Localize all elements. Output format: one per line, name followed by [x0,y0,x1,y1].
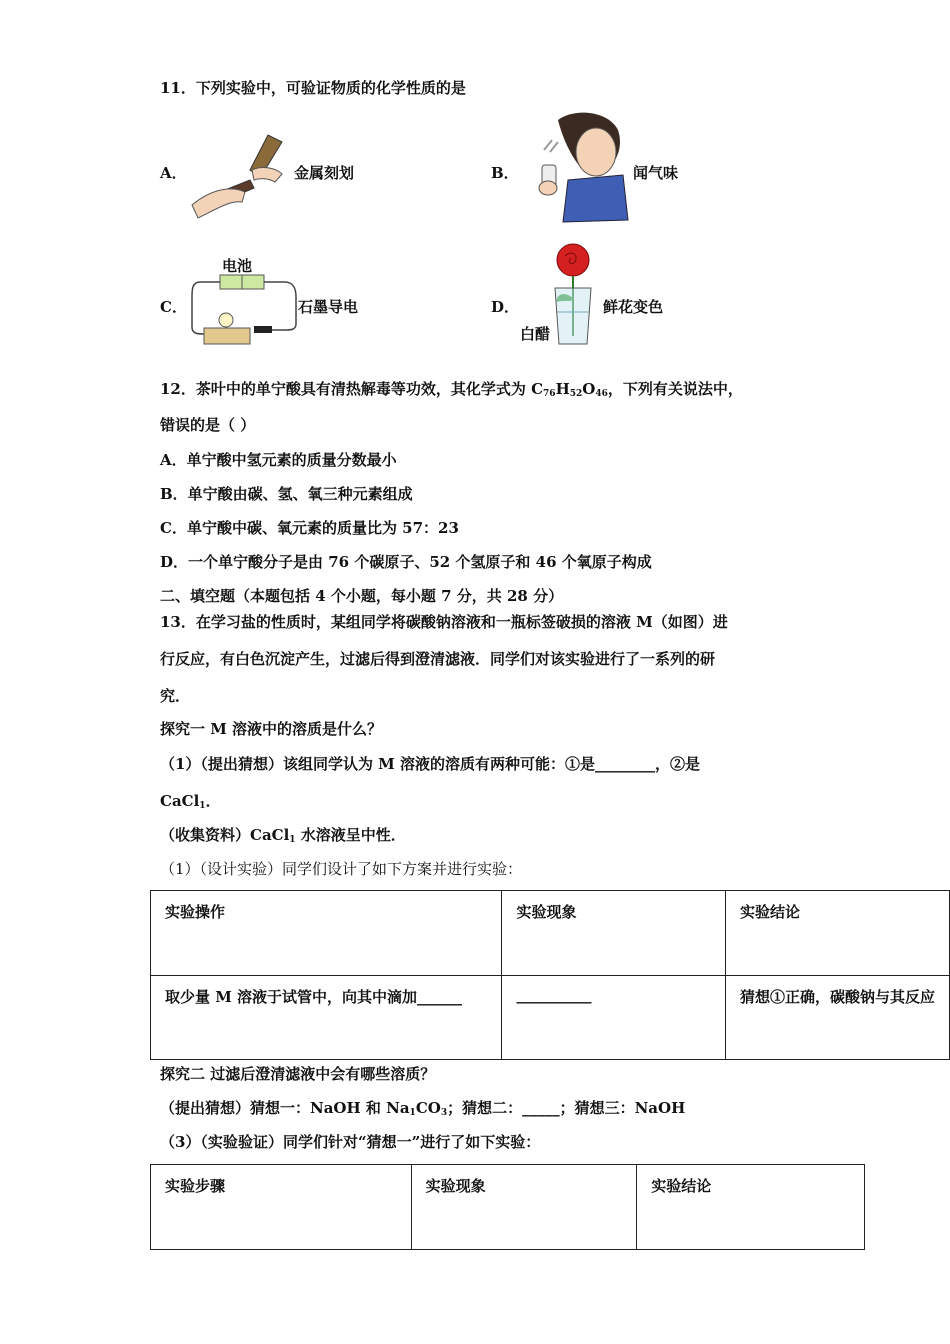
cacl-line: CaCl$_1$． [160,792,221,811]
q12-option-a: A．单宁酸中氢元素的质量分数最小 [160,451,397,469]
q12-stem: 12．茶叶中的单宁酸具有清热解毒等功效，其化学式为 $C_{76}H_{52}O_{46}$，下列有关说法中， [160,380,743,399]
q13-line-1: 13．在学习盐的性质时，某组同学将碳酸钠溶液和一瓶标签破损的溶液 M（如图）进 [160,613,728,631]
explore-2-heading: 探究二 过滤后澄清滤液中会有哪些溶质？ [160,1065,436,1083]
graphite-circuit-illustration [190,272,300,347]
q11-option-d-label: D． [491,298,520,316]
collect-info-line: （收集资料）CaCl$_1$ 水溶液呈中性． [160,826,406,845]
table-row [151,976,950,1060]
q12-option-d: D．一个单宁酸分子是由 76 个碳原子、52 个氢原子和 46 个氧原子构成 [160,553,652,571]
table-header-cell: 实验步骤 [151,1165,412,1250]
section-heading: 二、填空题（本题包括 4 个小题，每小题 7 分，共 28 分） [160,587,564,605]
q11-option-c-label: C． [160,298,187,316]
q11-option-b-caption: 闻气味 [633,164,679,182]
table-cell: __________ [502,976,726,1060]
battery-label: 电池 [222,257,253,275]
guess-line: （1）（提出猜想）该组同学认为 M 溶液的溶质有两种可能：①是________，②是 [160,755,700,773]
q11-option-b-label: B． [491,164,519,182]
q13-line-2: 行反应，有白色沉淀产生，过滤后得到澄清滤液．同学们对该实验进行了一系列的研 [160,650,716,668]
experiment-table-1 [150,890,950,1060]
q11-stem: 11．下列实验中，可验证物质的化学性质的是 [160,79,466,97]
q12-option-b: B．单宁酸由碳、氢、氧三种元素组成 [160,485,413,503]
smelling-boy-illustration [528,110,633,225]
guess-2-line: （提出猜想）猜想一：NaOH 和 $Na_1CO_3$；猜想二：_____；猜想三：NaOH [160,1099,686,1118]
metal-scratch-illustration [190,130,295,222]
q11-option-d-caption: 鲜花变色 [603,298,664,316]
table-row [151,1165,865,1250]
flower-vinegar-illustration [545,240,605,350]
table-header-cell: 实验结论 [637,1165,865,1250]
table-header-cell: 实验操作 [151,891,502,976]
table-header-cell: 实验结论 [725,891,949,976]
q11-option-a-label: A． [160,164,187,182]
q11-option-a-caption: 金属刻划 [294,164,355,182]
experiment-table-2 [150,1164,865,1250]
q13-line-3: 究． [160,687,191,705]
explore-1-heading: 探究一 M 溶液中的溶质是什么？ [160,720,383,738]
q12-option-c: C．单宁酸中碳、氧元素的质量比为 57：23 [160,519,459,537]
table-cell: 取少量 M 溶液于试管中，向其中滴加______ [151,976,502,1060]
table-cell: 猜想①正确，碳酸钠与其反应 [725,976,949,1060]
q11-option-c-caption: 石墨导电 [298,298,359,316]
q12-stem-2: 错误的是（ ） [160,416,256,434]
table-header-cell: 实验现象 [411,1165,637,1250]
vinegar-label: 白醋 [520,325,551,343]
design-line: （1）（设计实验）同学们设计了如下方案并进行实验： [160,860,523,878]
verify-line: （3）（实验验证）同学们针对“猜想一”进行了如下实验： [160,1133,541,1151]
table-row [151,891,950,976]
table-header-cell: 实验现象 [502,891,726,976]
